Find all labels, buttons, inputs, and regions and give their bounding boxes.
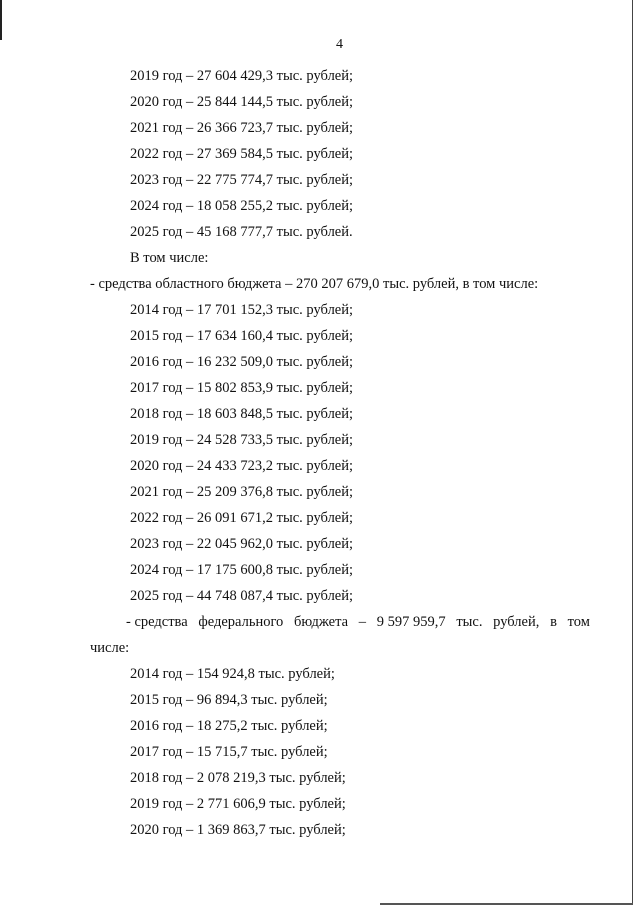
list-item: 2025 год – 45 168 777,7 тыс. рублей. — [130, 224, 353, 240]
list-item: 2020 год – 24 433 723,2 тыс. рублей; — [130, 458, 354, 474]
list-item: 2018 год – 18 603 848,5 тыс. рублей; — [130, 406, 354, 422]
heading-word: тыс. — [456, 614, 483, 630]
list-item: 2025 год – 44 748 087,4 тыс. рублей; — [130, 588, 354, 604]
list-item: 2023 год – 22 045 962,0 тыс. рублей; — [130, 536, 354, 552]
scan-edge-left — [0, 0, 2, 40]
list-item: 2021 год – 25 209 376,8 тыс. рублей; — [130, 484, 354, 500]
heading-word: - средства — [126, 614, 188, 630]
list-item: 2018 год – 2 078 219,3 тыс. рублей; — [130, 770, 346, 786]
federal-budget-heading — [126, 613, 590, 631]
list-item: 2015 год – 17 634 160,4 тыс. рублей; — [130, 328, 354, 344]
heading-word: в — [550, 614, 557, 630]
list-item: 2014 год – 154 924,8 тыс. рублей; — [130, 666, 335, 682]
list-item: 2017 год – 15 715,7 тыс. рублей; — [130, 744, 328, 760]
list-item: 2023 год – 22 775 774,7 тыс. рублей; — [130, 172, 354, 188]
list-item: 2022 год – 27 369 584,5 тыс. рублей; — [130, 146, 354, 162]
list-item: 2022 год – 26 091 671,2 тыс. рублей; — [130, 510, 354, 526]
list-item: 2015 год – 96 894,3 тыс. рублей; — [130, 692, 328, 708]
regional-budget-heading: - средства областного бюджета – 270 207 679,0 тыс. рублей, в том числе: — [90, 276, 539, 292]
list-item: 2014 год – 17 701 152,3 тыс. рублей; — [130, 302, 354, 318]
heading-word: 9 597 959,7 — [376, 614, 446, 630]
list-item: 2019 год – 24 528 733,5 тыс. рублей; — [130, 432, 354, 448]
list-item: 2020 год – 25 844 144,5 тыс. рублей; — [130, 94, 354, 110]
list-item: 2024 год – 18 058 255,2 тыс. рублей; — [130, 198, 354, 214]
list-item: 2019 год – 2 771 606,9 тыс. рублей; — [130, 796, 346, 812]
list-item: 2017 год – 15 802 853,9 тыс. рублей; — [130, 380, 354, 396]
heading-word: рублей, — [493, 614, 540, 630]
list-item: 2019 год – 27 604 429,3 тыс. рублей; — [130, 68, 354, 84]
page-number: 4 — [336, 37, 343, 52]
heading-word: федерального — [198, 614, 284, 630]
heading-word: бюджета — [294, 614, 349, 630]
list-item: 2016 год – 18 275,2 тыс. рублей; — [130, 718, 328, 734]
heading-word: – — [358, 614, 367, 630]
in-total-label: В том числе: — [130, 250, 209, 266]
heading-word: том — [567, 614, 590, 630]
list-item: 2024 год – 17 175 600,8 тыс. рублей; — [130, 562, 354, 578]
list-item: 2020 год – 1 369 863,7 тыс. рублей; — [130, 822, 346, 838]
list-item: 2016 год – 16 232 509,0 тыс. рублей; — [130, 354, 354, 370]
list-item: 2021 год – 26 366 723,7 тыс. рублей; — [130, 120, 354, 136]
federal-budget-heading-cont: числе: — [90, 640, 130, 656]
